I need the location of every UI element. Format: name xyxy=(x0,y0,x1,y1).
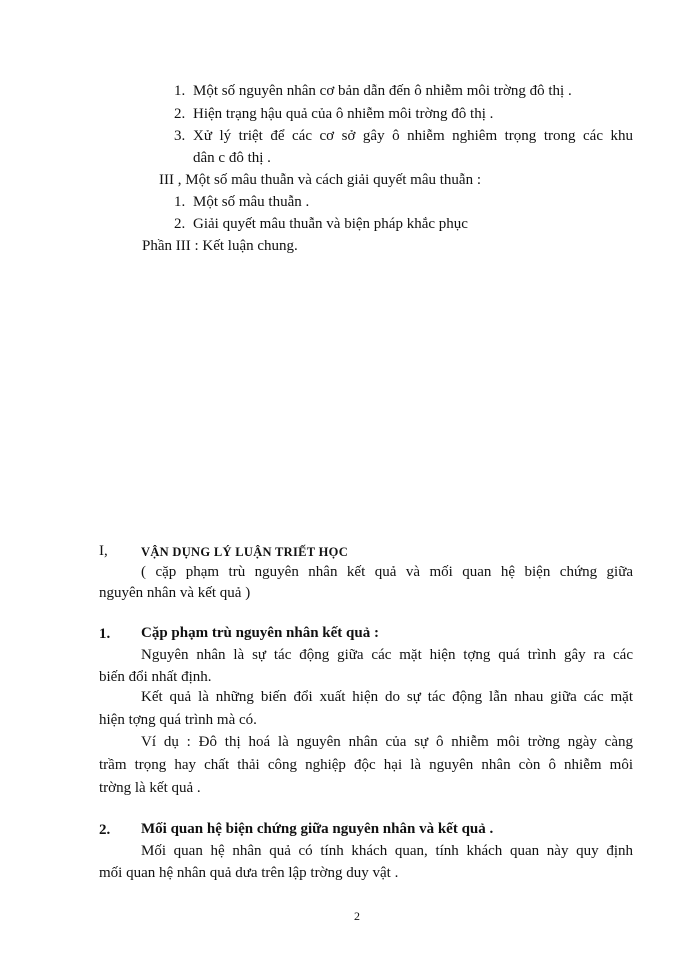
paragraph-line: Ví dụ : Đô thị hoá là nguyên nhân của sự ô nhiễm môi trờng ngày càng xyxy=(141,734,633,750)
paragraph-line: Nguyên nhân là sự tác động giữa các mặt hiện tợng quá trình gây ra các xyxy=(141,647,633,663)
outline-item-number: 1. xyxy=(174,83,186,99)
outline-item-text: Xử lý triệt để các cơ sở gây ô nhiễm nghiêm trọng trong các khu xyxy=(193,128,633,144)
outline-item-number: 2. xyxy=(174,216,186,232)
paragraph-line: Mối quan hệ nhân quả có tính khách quan, tính khách quan này quy định xyxy=(141,843,633,859)
outline-item-number: 3. xyxy=(174,128,186,144)
section-subtitle: ( cặp phạm trù nguyên nhân kết quả và mối quan hệ biện chứng giữa xyxy=(141,564,633,580)
subsection-number: 1. xyxy=(99,626,111,642)
outline-item-number: 2. xyxy=(174,106,186,122)
outline-item-text: Một số nguyên nhân cơ bản dẫn đến ô nhiễm môi trờng đô thị . xyxy=(193,83,572,99)
section-number: I, xyxy=(99,543,108,559)
outline-item-number: 1. xyxy=(174,194,186,210)
outline-item-text: Một số mâu thuẫn . xyxy=(193,194,310,210)
paragraph-line: Kết quả là những biến đổi xuất hiện do sự tác động lẫn nhau giữa các mặt xyxy=(141,689,633,705)
outline-item-continuation: dân c đô thị . xyxy=(193,150,271,166)
page-number: 2 xyxy=(354,909,360,923)
outline-section3-title: III , Một số mâu thuẫn và cách giải quyết mâu thuẫn : xyxy=(159,172,481,188)
section-title: VẬN DỤNG LÝ LUẬN TRIẾT HỌC xyxy=(141,545,349,559)
outline-item-text: Hiện trạng hậu quả của ô nhiễm môi trờng đô thị . xyxy=(193,106,494,122)
section-subtitle-continuation: nguyên nhân và kết quả ) xyxy=(99,585,251,601)
paragraph-line: hiện tợng quá trình mà có. xyxy=(99,712,257,728)
paragraph-line: biến đổi nhất định. xyxy=(99,669,212,685)
subsection-title: Mối quan hệ biện chứng giữa nguyên nhân và kết quả . xyxy=(141,821,494,837)
subsection-number: 2. xyxy=(99,822,111,838)
outline-item-text: Giải quyết mâu thuẫn và biện pháp khắc phục xyxy=(193,216,468,232)
outline-part3: Phần III : Kết luận chung. xyxy=(142,238,298,254)
paragraph-line: mối quan hệ nhân quả dưa trên lập trờng duy vật . xyxy=(99,865,399,881)
subsection-title: Cặp phạm trù nguyên nhân kết quả : xyxy=(141,625,379,641)
paragraph-line: trờng là kết quả . xyxy=(99,780,201,796)
paragraph-line: trầm trọng hay chất thải công nghiệp độc hại là nguyên nhân còn ô nhiễm môi xyxy=(99,757,633,773)
